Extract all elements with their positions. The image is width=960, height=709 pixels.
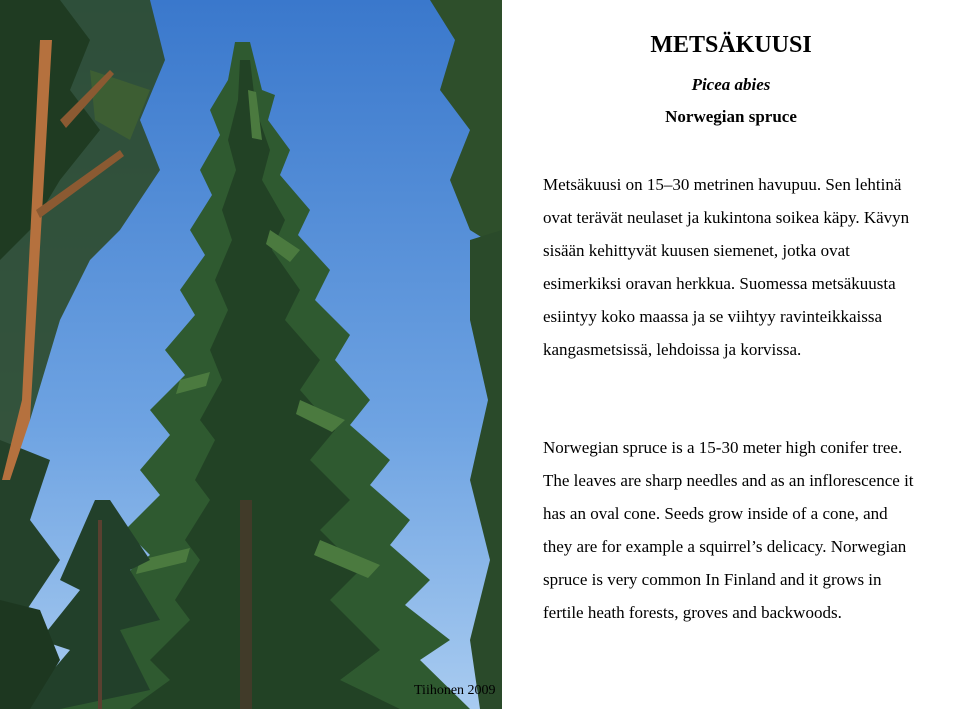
latin-name: Picea abies [691, 75, 771, 94]
common-name: Norwegian spruce [665, 107, 797, 126]
finnish-line: esiintyy koko maassa ja se viihtyy ravinteikkaissa [543, 307, 882, 326]
english-line: Norwegian spruce is a 15-30 meter high conifer tree. [543, 438, 903, 457]
finnish-description [543, 168, 958, 366]
finnish-line: esimerkiksi oravan herkkua. Suomessa metsäkuusta [543, 274, 896, 293]
english-line: spruce is very common In Finland and it grows in [543, 570, 882, 589]
finnish-line: kangasmetsissä, lehdoissa ja korvissa. [543, 340, 802, 359]
english-line: fertile heath forests, groves and backwoods. [543, 603, 842, 622]
english-line: The leaves are sharp needles and as an inflorescence it [543, 471, 914, 490]
text-panel [502, 0, 960, 709]
finnish-line: Metsäkuusi on 15–30 metrinen havupuu. Sen lehtinä [543, 175, 902, 194]
finnish-line: ovat terävät neulaset ja kukintona soikea käpy. Kävyn [543, 208, 910, 227]
english-description [543, 431, 958, 629]
english-line: they are for example a squirrel’s delicacy. Norwegian [543, 537, 907, 556]
finnish-line: sisään kehittyvät kuusen siemenet, jotka ovat [543, 241, 850, 260]
page-title: METSÄKUUSI [650, 32, 812, 58]
english-line: has an oval cone. Seeds grow inside of a cone, and [543, 504, 888, 523]
photo-credit: Tiihonen 2009 [414, 683, 496, 698]
